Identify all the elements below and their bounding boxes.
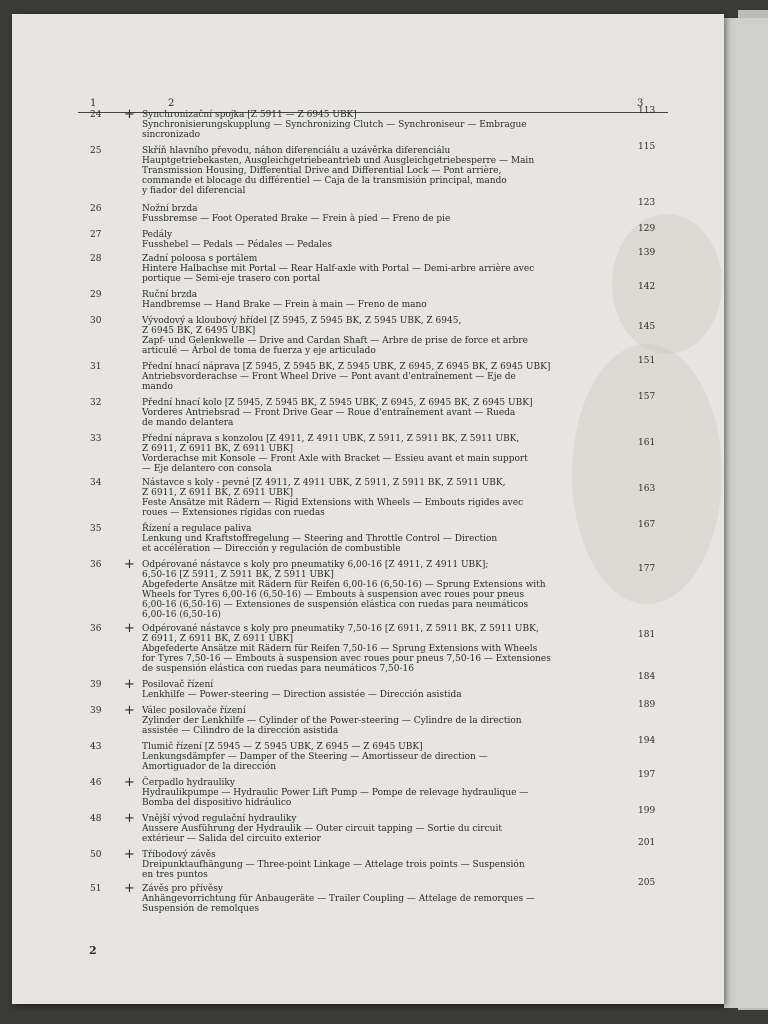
- column-header-3: 3: [637, 98, 644, 109]
- entry-number: 43: [90, 742, 102, 752]
- entry-page: 129: [638, 224, 656, 234]
- entry-description: Zylinder der Lenkhilfe — Cylinder of the Power-steering — Cylindre de la direction assistée — Cilindro de la dirección asistida: [142, 716, 522, 736]
- plus-marker: +: [124, 677, 135, 692]
- entry-page: 177: [638, 564, 656, 574]
- footer-page-number: 2: [89, 944, 97, 957]
- entry-page: 163: [638, 484, 656, 494]
- entry-title: Pedály: [142, 230, 173, 240]
- entry-title: Zadní poloosa s portálem: [142, 254, 258, 264]
- entry-title: Posilovač řízení: [142, 680, 214, 690]
- entry-page: 181: [638, 630, 656, 640]
- entry-title: Přední hnací kolo [Z 5945, Z 5945 BK, Z 5945 UBK, Z 6945, Z 6945 BK, Z 6945 UBK]: [142, 398, 533, 408]
- entry-title: Řízení a regulace paliva: [142, 524, 252, 534]
- paper-stain: [612, 214, 722, 354]
- column-header-1: 1: [90, 98, 97, 109]
- entry-page: 157: [638, 392, 656, 402]
- plus-marker: +: [124, 775, 135, 790]
- entry-page: 139: [638, 248, 656, 258]
- entry-description: Fusshebel — Pedals — Pédales — Pedales: [142, 240, 332, 250]
- entry-description: Dreipunktaufhängung — Three-point Linkage — Attelage trois points — Suspensión en tres puntos: [142, 860, 525, 880]
- entry-description: Fussbremse — Foot Operated Brake — Frein à pied — Freno de pie: [142, 214, 451, 224]
- entry-page: 201: [638, 838, 656, 848]
- entry-number: 28: [90, 254, 102, 264]
- entry-description: Feste Ansätze mit Rädern — Rigid Extensions with Wheels — Embouts rigides avec roues — Extensiones rígidas con ruedas: [142, 498, 524, 518]
- entry-number: 30: [90, 316, 102, 326]
- entry-number: 27: [90, 230, 102, 240]
- entry-page: 151: [638, 356, 656, 366]
- document-page: [12, 14, 724, 1004]
- entry-description: Synchronisierungskupplung — Synchronizing Clutch — Synchroniseur — Embrague sincronizado: [142, 120, 527, 140]
- entry-description: Abgefederte Ansätze mit Rädern für Reifen 6,00-16 (6,50-16) — Sprung Extensions with Wheels for Tyres 6,00-16 (6,50-16) — Embouts à suspension avec roues pour pneus 6,00-16 (6,50-16) — Extensiones de suspensión elástica con ruedas para neumáticos 6,00-16 (6,50-16): [142, 580, 546, 620]
- entry-page: 113: [638, 106, 656, 116]
- entry-description: Hintere Halbachse mit Portal — Rear Half-axle with Portal — Demi-arbre arrière avec portique — Semi-eje trasero con portal: [142, 264, 535, 284]
- entry-title: Vnější vývod regulační hydrauliky: [142, 814, 297, 824]
- entry-title: Tříbodový závěs: [142, 850, 216, 860]
- column-header-2: 2: [168, 98, 175, 109]
- entry-description: Handbremse — Hand Brake — Frein à main — Freno de mano: [142, 300, 427, 310]
- entry-description: Hauptgetriebekasten, Ausgleichgetriebeantrieb und Ausgleichgetriebesperre — Main Transmission Housing, Differential Drive and Differential Lock — Pont arrière, commande et blocage du différentiel — Caja de la transmisión principal, mando y fiador del diferencial: [142, 156, 535, 196]
- entry-title: Synchronizační spojka [Z 5911 — Z 6945 UBK]: [142, 110, 357, 120]
- entry-description: Vorderes Antriebsrad — Front Drive Gear — Roue d'entraînement avant — Rueda de mando delantera: [142, 408, 516, 428]
- entry-page: 167: [638, 520, 656, 530]
- entry-title: Odpérované nástavce s koly pro pneumatiky 7,50-16 [Z 6911, Z 5911 BK, Z 5911 UBK, Z 6911, Z 6911 BK, Z 6911 UBK]: [142, 624, 539, 644]
- entry-number: 35: [90, 524, 102, 534]
- entry-page: 189: [638, 700, 656, 710]
- entry-title: Ruční brzda: [142, 290, 198, 300]
- entry-page: 145: [638, 322, 656, 332]
- entry-number: 24: [90, 110, 102, 120]
- entry-description: Hydraulikpumpe — Hydraulic Power Lift Pump — Pompe de relevage hydraulique — Bomba del dispositivo hidráulico: [142, 788, 529, 808]
- entry-page: 123: [638, 198, 656, 208]
- entry-title: Přední náprava s konzolou [Z 4911, Z 4911 UBK, Z 5911, Z 5911 BK, Z 5911 UBK, Z 6911, Z 6911 BK, Z 6911 UBK]: [142, 434, 520, 454]
- entry-number: 36: [90, 560, 102, 570]
- entry-number: 33: [90, 434, 102, 444]
- entry-number: 46: [90, 778, 102, 788]
- plus-marker: +: [124, 881, 135, 896]
- entry-number: 36: [90, 624, 102, 634]
- entry-title: Odpérované nástavce s koly pro pneumatiky 6,00-16 [Z 4911, Z 4911 UBK]; 6,50-16 [Z 5911, Z 5911 BK, Z 5911 UBK]: [142, 560, 489, 580]
- entry-number: 32: [90, 398, 102, 408]
- entry-page: 115: [638, 142, 656, 152]
- entry-description: Lenkhilfe — Power-steering — Direction assistée — Dirección asistida: [142, 690, 462, 700]
- plus-marker: +: [124, 811, 135, 826]
- entry-title: Skříň hlavního převodu, náhon diferenciálu a uzávěrka diferenciálu: [142, 146, 451, 156]
- plus-marker: +: [124, 557, 135, 572]
- entry-title: Čerpadlo hydrauliky: [142, 778, 235, 788]
- plus-marker: +: [124, 703, 135, 718]
- plus-marker: +: [124, 847, 135, 862]
- entry-number: 50: [90, 850, 102, 860]
- entry-page: 205: [638, 878, 656, 888]
- entry-number: 29: [90, 290, 102, 300]
- entry-page: 142: [638, 282, 656, 292]
- entry-number: 26: [90, 204, 102, 214]
- entry-title: Válec posilovače řízení: [142, 706, 246, 716]
- entry-description: Zapf- und Gelenkwelle — Drive and Cardan Shaft — Arbre de prise de force et arbre articulé — Árbol de toma de fuerza y eje articulado: [142, 336, 528, 356]
- entry-number: 31: [90, 362, 102, 372]
- entry-description: Abgefederte Ansätze mit Rädern für Reifen 7,50-16 — Sprung Extensions with Wheels for Tyres 7,50-16 — Embouts à suspension avec roues pour pneus 7,50-16 — Extensiones de suspensión elástica con ruedas para neumáticos 7,50-16: [142, 644, 551, 674]
- entry-title: Vývodový a kloubový hřídel [Z 5945, Z 5945 BK, Z 5945 UBK, Z 6945, Z 6945 BK, Z 6495 UBK]: [142, 316, 462, 336]
- entry-title: Přední hnací náprava [Z 5945, Z 5945 BK, Z 5945 UBK, Z 6945, Z 6945 BK, Z 6945 UBK]: [142, 362, 551, 372]
- background-page-edge-inner: [724, 18, 768, 1008]
- entry-description: Lenkungsdämpfer — Damper of the Steering — Amortisseur de direction — Amortiguador de la dirección: [142, 752, 488, 772]
- entry-page: 161: [638, 438, 656, 448]
- plus-marker: +: [124, 621, 135, 636]
- entry-page: 197: [638, 770, 656, 780]
- entry-title: Závěs pro přívěsy: [142, 884, 223, 894]
- entry-title: Tlumič řízení [Z 5945 — Z 5945 UBK, Z 6945 — Z 6945 UBK]: [142, 742, 423, 752]
- entry-page: 199: [638, 806, 656, 816]
- entry-number: 48: [90, 814, 102, 824]
- entry-page: 184: [638, 672, 656, 682]
- entry-description: Anhängevorrichtung für Anbaugeräte — Trailer Coupling — Attelage de remorques — Suspensión de remolques: [142, 894, 536, 914]
- entry-number: 25: [90, 146, 102, 156]
- entry-page: 194: [638, 736, 656, 746]
- entry-title: Nástavce s koly - pevné [Z 4911, Z 4911 UBK, Z 5911, Z 5911 BK, Z 5911 UBK, Z 6911, Z 6911 BK, Z 6911 UBK]: [142, 478, 506, 498]
- entry-number: 39: [90, 680, 102, 690]
- entry-title: Nožní brzda: [142, 204, 198, 214]
- entry-description: Lenkung und Kraftstoffregelung — Steering and Throttle Control — Direction et accélération — Dirección y regulación de combustible: [142, 534, 498, 554]
- entry-number: 34: [90, 478, 102, 488]
- entry-description: Antriebsvorderachse — Front Wheel Drive — Pont avant d'entraînement — Eje de mando: [142, 372, 516, 392]
- plus-marker: +: [124, 107, 135, 122]
- entry-description: Aussere Ausführung der Hydraulik — Outer circuit tapping — Sortie du circuit extérieur — Salida del circuito exterior: [142, 824, 502, 844]
- entry-description: Vorderachse mit Konsole — Front Axle with Bracket — Essieu avant et main support — Eje delantero con consola: [142, 454, 528, 474]
- entry-number: 39: [90, 706, 102, 716]
- entry-number: 51: [90, 884, 102, 894]
